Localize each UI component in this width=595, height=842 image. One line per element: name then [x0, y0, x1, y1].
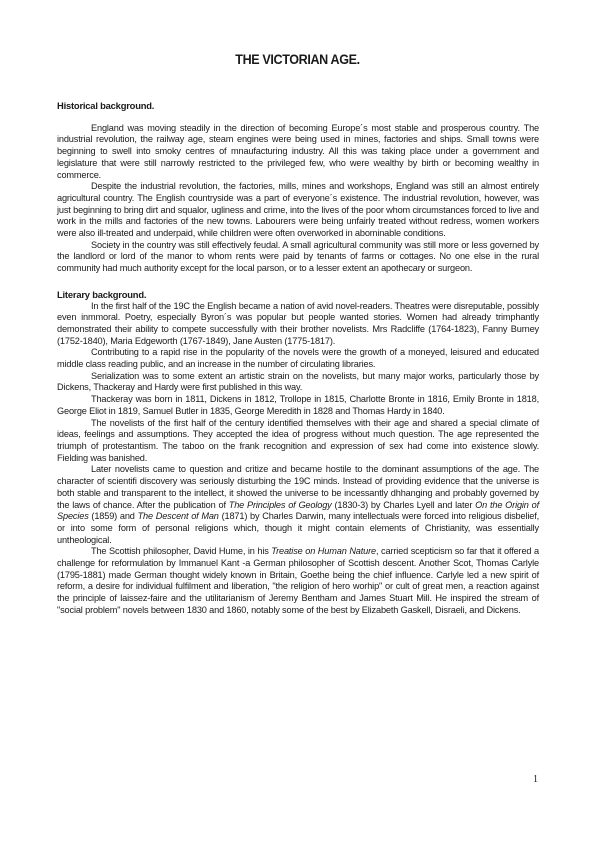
text-run: Society in the country was still effectively feudal. A small agricultural community was still more or less governed by the landlord or lord of the manor to whom rents were paid by tenants of farms or cottages. No one else in the rural community had much authority except for the local parson, or to a lesser extent an apothecary or surgeon. [57, 239, 539, 274]
text-run: Thackeray was born in 1811, Dickens in 1812, Trollope in 1815, Charlotte Bronte in 1816, Emily Bronte in 1818, George Eliot in 1819, Samuel Butler in 1835, George Meredith in 1828 and Thomas Hardy in 1840. [57, 394, 539, 416]
text-run: Contributing to a rapid rise in the popularity of the novels were the growth of a moneyed, leisured and educated middle class reading public, and an increase in the number of circulating libraries. [57, 347, 539, 370]
text-run: The novelists of the first half of the century identified themselves with their age and shared a special climate of ideas, feelings and assumptions. They accepted the idea of progress without much question. The age represented the triumph of protestantism. The taboo on the frank recognition and expression of sex had come into existence slowly. Fielding was banished. [57, 417, 539, 463]
paragraph [57, 240, 539, 275]
document-body [57, 100, 539, 617]
section-literary-background [57, 289, 539, 617]
book-title: Treatise on Human Nature [271, 546, 376, 557]
text-run: Serialization was to some extent an artistic strain on the novelists, but many major works, particularly those by Dickens, Thackeray and Hardy were first published in this way. [57, 370, 539, 393]
book-title: The Descent of Man [137, 511, 219, 522]
paragraph [57, 347, 539, 370]
page-number: 1 [533, 774, 538, 785]
paragraph [57, 418, 539, 465]
section-heading: Historical background. [57, 100, 155, 111]
book-title: On the Origin of Species [57, 499, 540, 522]
text-run: Despite the industrial revolution, the factories, mills, mines and workshops, England was still an almost entirely agricultural country. The English countryside was a part of everyone´s existence. The industrial revolution, however, was just beginning to bring dirt and squalor, ugliness and crime, into the lives of the poor whom circumstances forced to live and work in the mills and factories of the new towns. Labourers were being unfairly treated without redress, women workers were also ill-treated and underpaid, while children were often overworked in abominable conditions. [57, 181, 539, 239]
paragraph [57, 301, 539, 348]
text-run: (1871) by Charles Darwin, many intellectuals were forced into religious disbelief, or into some form of personal religions which, though it might contain elements of Christianity, was essentially untheological. [57, 511, 539, 545]
text-run: (1859) and [88, 511, 138, 522]
text-run: Later novelists came to question and critize and became hostile to the dominant assumptions of the age. The character of scientifi discovery was seriously disturbing the 19C minds. Instead of providing evidence that the universe is both stable and transparent to the intellect, it showed the universe to be incessantly dhhanging and probably governed by the laws of chance. After the publication of [57, 464, 539, 510]
text-run: England was moving steadily in the direction of becoming Europe´s most stable and prosperous country. The industrial revolution, the railway age, steam engines were being used in mines, factories and ships. Small towns were beginning to swell into smoky centres of mnaufacturing industry. All this was taking place under a government and legislature that were still narrowly restricted to the privileged few, who were wealthy by birth or becoming wealthy in commerce. [57, 122, 539, 180]
text-run: , carried scepticism so far that it offered a challenge for reformulation by Immanuel Kant -a German philosopher of Scottish descent. Another Scot, Thomas Carlyle (1795-1881) made German thought widely known in Britain, Goethe being the chief influence. Carlyle led a new spirit of reform, a desire for individual fulfilment and liberation, "the religion of hero worhip" or cult of great men, a reaction against the principle of laissez-faire and the utilitarianism of Jeremy Bentham and James Stuart Mill. He inspired the stream of "social problem" novels between 1830 and 1860, notably some of the best by Elizabeth Gaskell, Disraeli, and Dickens. [57, 546, 539, 615]
section-heading: Literary background. [57, 288, 147, 300]
document-title: THE VICTORIAN AGE. [235, 52, 360, 67]
text-run: (1830-3) by Charles Lyell and later [331, 499, 476, 510]
text-run: In the first half of the 19C the English became a nation of avid novel-readers. Theatres were disreputable, possibly even inmmoral. Poetry, especially Byron´s was popular but people wanted stories. Women had already trimphantly demonstrated their ability to compete successfully with their brother novelists. Mrs Radcliffe (1764-1823), Fanny Burney (1752-1840), Maria Edgeworth (1767-1849), Jane Austen (1775-1817). [57, 300, 539, 346]
text-run: The Scottish philosopher, David Hume, in his [91, 546, 272, 557]
paragraph [57, 464, 539, 546]
section-historical-background [57, 100, 539, 275]
book-title: The Principles of Geology [228, 499, 332, 510]
paragraph [57, 546, 539, 616]
paragraph [57, 181, 539, 240]
paragraph [57, 123, 539, 182]
paragraph [57, 394, 539, 417]
paragraph [57, 371, 539, 394]
